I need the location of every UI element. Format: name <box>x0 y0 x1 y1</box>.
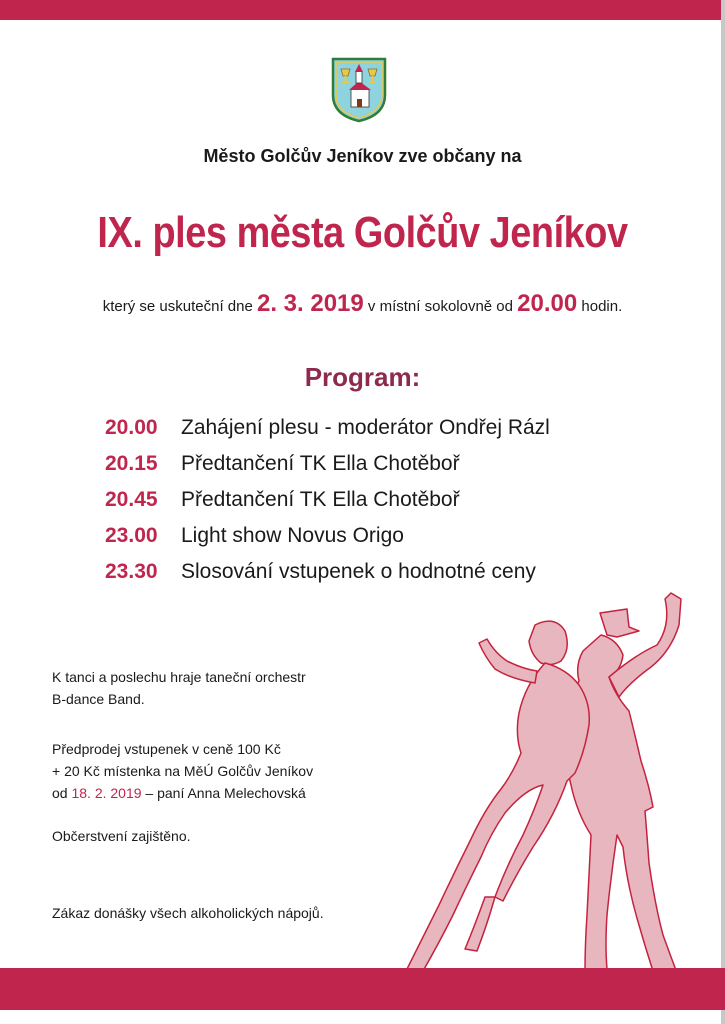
event-title: IX. ples města Golčův Jeníkov <box>97 208 628 257</box>
bottom-color-bar <box>0 968 725 1010</box>
event-details <box>0 290 725 318</box>
program-item <box>105 518 550 554</box>
ticket-info <box>52 738 313 804</box>
refreshments-note: Občerstvení zajištěno. <box>52 828 191 844</box>
program-time: 20.00 <box>105 416 158 439</box>
program-text: Slosování vstupenek o hodnotné ceny <box>181 560 536 583</box>
program-item <box>105 446 550 482</box>
ticket-line-prefix: od <box>52 785 68 801</box>
event-start-time: 20.00 <box>517 290 578 317</box>
ticket-line-suffix: – paní Anna Melechovská <box>145 785 306 801</box>
program-item <box>105 482 550 518</box>
event-date: 2. 3. 2019 <box>256 290 364 317</box>
program-time: 20.45 <box>105 488 158 511</box>
invitation-line: Město Golčův Jeníkov zve občany na <box>203 146 522 166</box>
program-time: 23.00 <box>105 524 158 547</box>
ticket-line: + 20 Kč místenka na MěÚ Golčův Jeníkov <box>52 763 314 779</box>
program-text: Předtančení TK Ella Chotěboř <box>181 452 460 475</box>
dancing-couple-silhouette <box>395 585 725 1005</box>
event-suffix: hodin. <box>581 298 623 315</box>
ticket-line: Předprodej vstupenek v ceně 100 Kč <box>52 741 281 757</box>
event-prefix: který se uskuteční dne <box>102 298 253 315</box>
program-item <box>105 410 550 446</box>
program-text: Light show Novus Origo <box>181 524 404 547</box>
town-coat-of-arms-icon <box>330 55 388 123</box>
ticket-line <box>52 782 313 804</box>
program-time: 23.30 <box>105 560 158 583</box>
program-list <box>105 410 550 590</box>
program-heading: Program: <box>304 362 421 392</box>
ticket-sale-date: 18. 2. 2019 <box>71 785 142 801</box>
event-middle: v místní sokolovně od <box>367 298 513 315</box>
music-info <box>52 666 306 710</box>
music-line: K tanci a poslechu hraje taneční orchestr <box>52 669 306 685</box>
program-text: Zahájení plesu - moderátor Ondřej Rázl <box>181 416 550 439</box>
music-line: B-dance Band. <box>52 691 145 707</box>
program-text: Předtančení TK Ella Chotěboř <box>181 488 460 511</box>
alcohol-ban-note: Zákaz donášky všech alkoholických nápojů. <box>52 905 324 921</box>
top-color-bar <box>0 0 725 20</box>
program-time: 20.15 <box>105 452 158 475</box>
